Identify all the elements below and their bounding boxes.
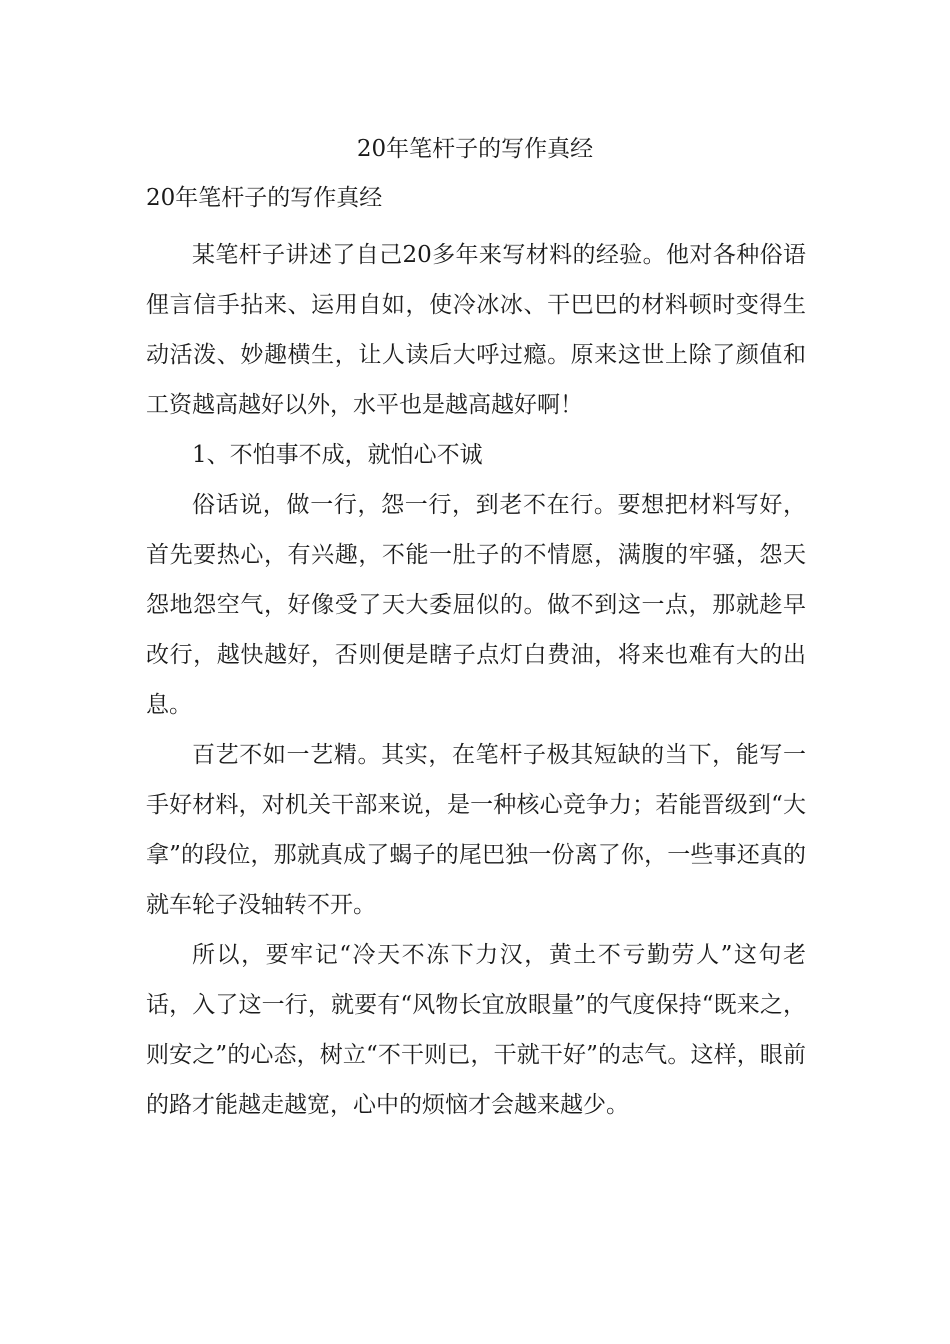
document-subtitle: 20年笔杆子的写作真经 (146, 185, 383, 211)
document-title: 20年笔杆子的写作真经 (356, 136, 594, 162)
paragraph-intro: 某笔杆子讲述了自己20多年来写材料的经验。他对各种俗语俚言信手拈来、运用自如，使冷冰冰、干巴巴的材料顿时变得生动活泼、妙趣横生，让人读后大呼过瘾。原来这世上除了颜值和工资越高越好以外，水平也是越高越好啊！ (146, 242, 806, 418)
paragraph: 俗话说，做一行，怨一行，到老不在行。要想把材料写好，首先要热心，有兴趣，不能一肚子的不情愿，满腹的牢骚，怨天怨地怨空气，好像受了天大委屈似的。做不到这一点，那就趁早改行，越快越好，否则便是瞎子点灯白费油，将来也难有大的出息。 (146, 492, 806, 718)
document-body (146, 180, 806, 1130)
paragraph: 所以，要牢记“冷天不冻下力汉，黄土不亏勤劳人”这句老话，入了这一行，就要有“风物长宜放眼量”的气度保持“既来之，则安之”的心态，树立“不干则已，干就干好”的志气。这样，眼前的路才能越走越宽，心中的烦恼才会越来越少。 (146, 942, 806, 1118)
paragraph: 百艺不如一艺精。其实，在笔杆子极其短缺的当下，能写一手好材料，对机关干部来说，是一种核心竞争力；若能晋级到“大拿”的段位，那就真成了蝎子的尾巴独一份离了你，一些事还真的就车轮子没轴转不开。 (146, 742, 806, 918)
section-heading-1: 1、不怕事不成，就怕心不诚 (192, 442, 483, 468)
